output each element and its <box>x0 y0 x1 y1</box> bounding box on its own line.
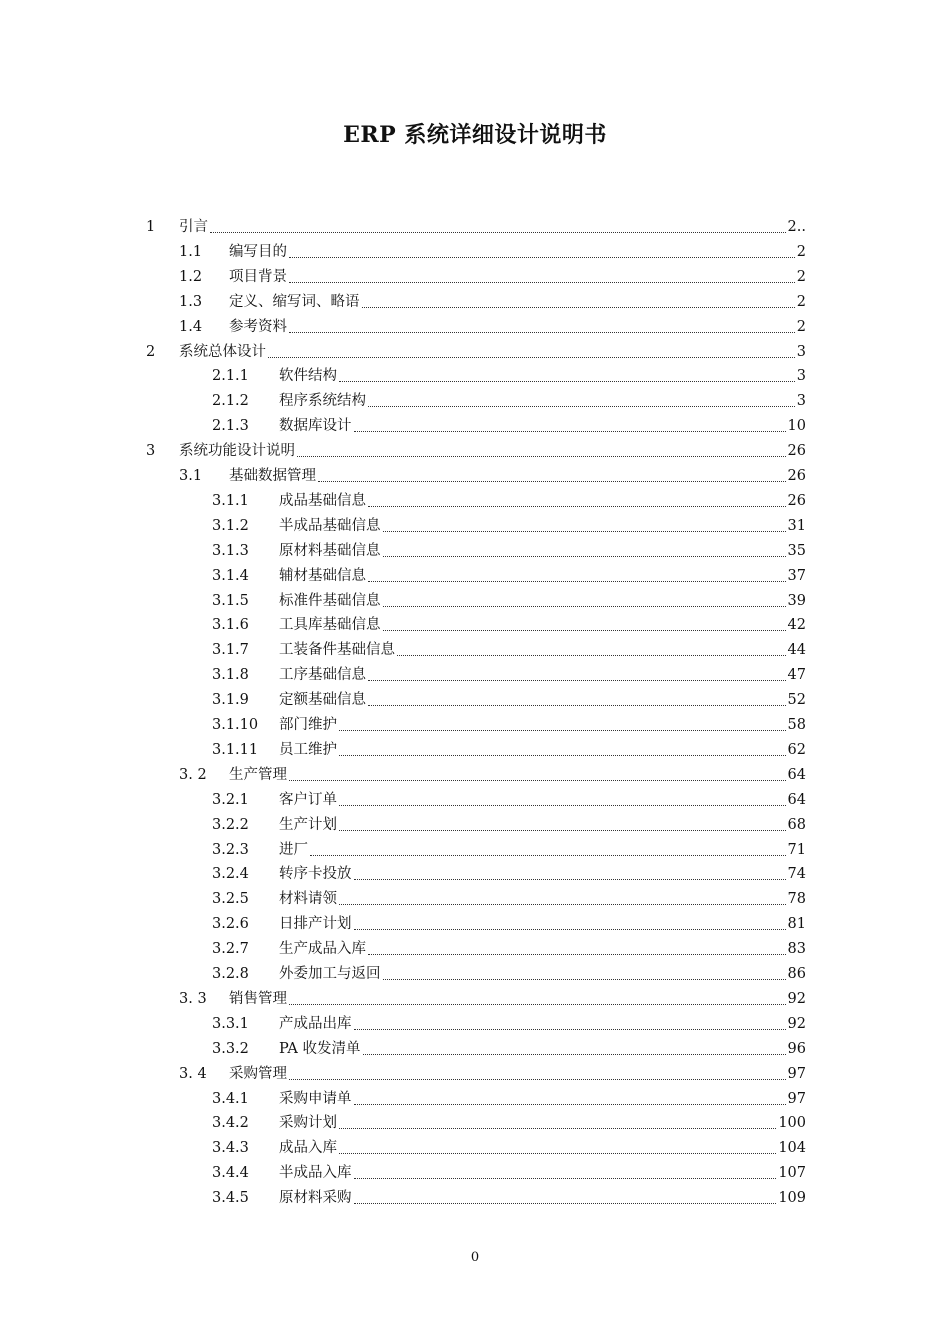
toc-entry-page: 64 <box>787 766 806 783</box>
toc-entry-number: 3.4.5 <box>212 1190 249 1207</box>
dot-leader <box>268 357 795 358</box>
toc-entry-number: 3.2.5 <box>212 891 249 908</box>
toc-entry-number: 3.1.1 <box>212 492 249 509</box>
page-number: 0 <box>470 1250 480 1265</box>
toc-entry-label: 日排产计划 <box>279 916 352 933</box>
toc-entry-label: 成品入库 <box>279 1140 337 1157</box>
dot-leader <box>363 1054 786 1055</box>
toc-entry-page: 26 <box>787 443 806 460</box>
toc-entry-label: 项目背景 <box>229 268 287 285</box>
toc-entry[interactable] <box>212 1112 806 1134</box>
toc-entry[interactable] <box>212 565 806 587</box>
toc-entry-number: 2.1.3 <box>212 418 249 435</box>
toc-entry-label: 编写目的 <box>229 243 287 260</box>
toc-entry-label: 原材料采购 <box>279 1190 352 1207</box>
toc-entry-label: 产成品出库 <box>279 1015 352 1032</box>
toc-entry[interactable] <box>212 1038 806 1060</box>
dot-leader <box>339 805 786 806</box>
toc-entry-label: 客户订单 <box>279 791 337 808</box>
toc-entry-number: 3.2.8 <box>212 966 249 982</box>
toc-entry-number: 3.4.3 <box>212 1140 249 1157</box>
toc-entry-label: 定额基础信息 <box>279 692 366 709</box>
toc-entry-page: 64 <box>787 791 806 808</box>
toc-entry-label: 原材料基础信息 <box>279 542 381 559</box>
toc-entry-page: 71 <box>787 841 806 858</box>
toc-entry-number: 2.1.1 <box>212 368 249 385</box>
dot-leader <box>354 431 786 432</box>
toc-entry-page: 26 <box>787 492 806 509</box>
toc-entry[interactable] <box>212 515 806 537</box>
toc-entry-label: 引言 <box>179 219 208 235</box>
toc-entry-page: 96 <box>787 1040 806 1057</box>
toc-entry-page: 104 <box>778 1140 806 1157</box>
toc-entry[interactable] <box>212 739 806 761</box>
dot-leader <box>289 780 786 781</box>
toc-entry[interactable] <box>212 664 806 686</box>
toc-entry-page: 78 <box>787 891 806 908</box>
dot-leader <box>339 904 786 905</box>
toc-entry-number: 3.1.4 <box>212 567 249 584</box>
toc-entry-number: 3.4.1 <box>212 1090 249 1107</box>
dot-leader <box>289 1079 786 1080</box>
toc-entry[interactable] <box>179 1063 806 1085</box>
toc-entry-page: 44 <box>787 642 806 659</box>
toc-entry[interactable] <box>179 291 806 313</box>
toc-entry-label: 数据库设计 <box>279 418 352 435</box>
toc-entry[interactable] <box>179 988 806 1010</box>
dot-leader <box>383 531 786 532</box>
toc-entry[interactable] <box>212 614 806 636</box>
dot-leader <box>354 1029 786 1030</box>
dot-leader <box>289 257 795 258</box>
toc-entry-page: 83 <box>787 941 806 958</box>
dot-leader <box>297 456 786 457</box>
toc-entry-label: 采购计划 <box>279 1115 337 1132</box>
toc-entry-label: 外委加工与返回 <box>279 966 381 982</box>
toc-entry-page: 107 <box>778 1165 806 1182</box>
toc-entry-number: 3 <box>146 443 156 460</box>
toc-entry-page: 3 <box>796 343 806 360</box>
toc-entry[interactable] <box>179 241 806 263</box>
toc-entry[interactable] <box>179 316 806 338</box>
dot-leader <box>362 307 795 308</box>
toc-entry-number: 3.3.2 <box>212 1040 249 1057</box>
toc-entry-page: 10 <box>787 418 806 435</box>
toc-entry-label: 部门维护 <box>279 717 337 733</box>
toc-entry-page: 97 <box>787 1065 806 1082</box>
toc-entry-label: 转序卡投放 <box>279 866 352 883</box>
toc-entry-page: 52 <box>787 692 806 709</box>
toc-entry-number: 1.4 <box>179 318 203 335</box>
toc-entry[interactable] <box>212 365 806 387</box>
dot-leader <box>339 755 786 756</box>
toc-entry[interactable] <box>212 1088 806 1110</box>
toc-entry[interactable] <box>212 714 806 736</box>
toc-entry-label: 生产计划 <box>279 816 337 833</box>
toc-entry[interactable] <box>212 913 806 935</box>
dot-leader <box>289 282 795 283</box>
toc-entry-label: 程序系统结构 <box>279 393 366 410</box>
toc-entry-number: 3. 3 <box>179 990 207 1007</box>
dot-leader <box>368 680 786 681</box>
toc-entry-label: PA 收发清单 <box>279 1040 361 1057</box>
toc-entry[interactable] <box>179 266 806 288</box>
toc-entry-page: 3 <box>796 393 806 410</box>
dot-leader <box>354 1178 777 1179</box>
toc-entry-page: 39 <box>787 592 806 609</box>
toc-entry[interactable] <box>212 963 806 985</box>
toc-entry-page: 86 <box>787 966 806 982</box>
toc-entry-page: 97 <box>787 1090 806 1107</box>
toc-entry[interactable] <box>212 938 806 960</box>
toc-entry-number: 3. 2 <box>179 766 207 783</box>
toc-entry-page: 31 <box>787 517 806 534</box>
toc-entry-label: 销售管理 <box>229 990 287 1007</box>
dot-leader <box>339 830 786 831</box>
dot-leader <box>368 581 786 582</box>
toc-entry[interactable] <box>179 465 806 487</box>
toc-entry-number: 3.3.1 <box>212 1015 249 1032</box>
toc-entry-label: 生产成品入库 <box>279 941 366 958</box>
toc-entry-page: 92 <box>787 990 806 1007</box>
toc-entry-label: 生产管理 <box>229 766 287 783</box>
dot-leader <box>368 406 795 407</box>
toc-entry-label: 辅材基础信息 <box>279 567 366 584</box>
dot-leader <box>383 606 786 607</box>
toc-entry-number: 3.2.1 <box>212 791 249 808</box>
toc-entry-page: 92 <box>787 1015 806 1032</box>
toc-entry-number: 1.2 <box>179 268 203 285</box>
toc-entry[interactable] <box>146 440 806 462</box>
toc-entry[interactable] <box>212 888 806 910</box>
toc-entry-page: 26 <box>787 468 806 484</box>
toc-entry[interactable] <box>212 390 806 412</box>
toc-entry-number: 1 <box>146 219 156 235</box>
toc-entry-number: 3.2.7 <box>212 941 249 958</box>
toc-entry-number: 3.1.8 <box>212 667 249 684</box>
toc-entry-label: 工具库基础信息 <box>279 617 381 634</box>
toc-entry-number: 3.1.2 <box>212 517 249 534</box>
toc-entry-page: 2 <box>796 268 806 285</box>
dot-leader <box>354 929 786 930</box>
toc-entry[interactable] <box>179 764 806 786</box>
toc-entry[interactable] <box>212 490 806 512</box>
toc-entry-number: 3.2.2 <box>212 816 249 833</box>
dot-leader <box>354 879 786 880</box>
toc-entry-page: 2 <box>796 293 806 310</box>
toc-entry[interactable] <box>212 839 806 861</box>
dot-leader <box>310 855 786 856</box>
toc-entry-label: 员工维护 <box>279 741 337 758</box>
toc-entry-label: 材料请领 <box>279 891 337 908</box>
toc-entry-number: 3.1 <box>179 468 203 484</box>
toc-entry-label: 参考资料 <box>229 318 287 335</box>
toc-entry-label: 半成品基础信息 <box>279 517 381 534</box>
toc-entry-label: 系统功能设计说明 <box>179 443 295 460</box>
toc-entry[interactable] <box>212 639 806 661</box>
toc-entry-page: 109 <box>778 1190 806 1207</box>
toc-entry[interactable] <box>212 1187 806 1209</box>
dot-leader <box>383 556 786 557</box>
toc-entry-number: 3.4.2 <box>212 1115 249 1132</box>
toc-entry-label: 基础数据管理 <box>229 468 316 484</box>
dot-leader <box>339 1153 776 1154</box>
dot-leader <box>289 332 795 333</box>
toc-entry-label: 采购管理 <box>229 1065 287 1082</box>
toc-entry-label: 标准件基础信息 <box>279 592 381 609</box>
toc-entry-number: 1.3 <box>179 293 203 310</box>
dot-leader <box>289 1004 786 1005</box>
dot-leader <box>354 1203 777 1204</box>
toc-entry-number: 3.4.4 <box>212 1165 249 1182</box>
dot-leader <box>339 1128 776 1129</box>
toc-entry-number: 3.2.3 <box>212 841 249 858</box>
toc-entry[interactable] <box>212 814 806 836</box>
dot-leader <box>339 730 786 731</box>
dot-leader <box>368 506 786 507</box>
toc-entry[interactable] <box>212 540 806 562</box>
toc-entry-number: 2 <box>146 343 156 360</box>
toc-entry-number: 3.1.6 <box>212 617 249 634</box>
toc-entry-label: 半成品入库 <box>279 1165 352 1182</box>
toc-entry[interactable] <box>212 863 806 885</box>
dot-leader <box>397 655 786 656</box>
toc-entry-page: 47 <box>787 667 806 684</box>
toc-entry[interactable] <box>212 415 806 437</box>
toc-entry-page: 74 <box>787 866 806 883</box>
toc-entry-page: 68 <box>787 816 806 833</box>
dot-leader <box>383 979 786 980</box>
toc-entry[interactable] <box>212 1162 806 1184</box>
dot-leader <box>368 954 786 955</box>
dot-leader <box>210 232 786 233</box>
dot-leader <box>354 1104 786 1105</box>
toc-entry-page: 58 <box>787 717 806 733</box>
toc-entry-page: 100 <box>778 1115 806 1132</box>
toc-entry-number: 3. 4 <box>179 1065 207 1082</box>
toc-entry[interactable] <box>212 789 806 811</box>
toc-entry-label: 进厂 <box>279 841 308 858</box>
toc-entry-page: 2 <box>796 318 806 335</box>
toc-entry-number: 3.1.7 <box>212 642 249 659</box>
toc-entry-label: 成品基础信息 <box>279 492 366 509</box>
toc-entry-page: 37 <box>787 567 806 584</box>
toc-entry[interactable] <box>212 590 806 612</box>
toc-entry-label: 采购申请单 <box>279 1090 352 1107</box>
toc-entry-page: 81 <box>787 916 806 933</box>
toc-entry[interactable] <box>212 689 806 711</box>
dot-leader <box>383 630 786 631</box>
toc-entry-label: 软件结构 <box>279 368 337 385</box>
dot-leader <box>318 481 786 482</box>
toc-entry[interactable] <box>146 341 806 363</box>
toc-entry-page: 42 <box>787 617 806 634</box>
toc-entry-number: 3.2.4 <box>212 866 249 883</box>
dot-leader <box>368 705 786 706</box>
toc-entry-number: 1.1 <box>179 243 203 260</box>
toc-entry[interactable] <box>212 1013 806 1035</box>
toc-entry-number: 3.1.10 <box>212 717 259 733</box>
toc-entry-page: 35 <box>787 542 806 559</box>
toc-entry-number: 3.1.11 <box>212 741 259 758</box>
toc-entry-label: 定义、缩写词、略语 <box>229 293 360 310</box>
toc-entry-label: 工装备件基础信息 <box>279 642 395 659</box>
toc-entry-page: 2 <box>796 243 806 260</box>
dot-leader <box>339 381 795 382</box>
toc-entry-page: 2.. <box>787 219 806 235</box>
toc-entry-number: 3.1.5 <box>212 592 249 609</box>
toc-entry[interactable] <box>146 216 806 238</box>
toc-entry-number: 3.2.6 <box>212 916 249 933</box>
toc-entry-page: 3 <box>796 368 806 385</box>
toc-entry-label: 系统总体设计 <box>179 343 266 360</box>
toc-entry-number: 3.1.9 <box>212 692 249 709</box>
toc-entry-number: 3.1.3 <box>212 542 249 559</box>
toc-entry-number: 2.1.2 <box>212 393 249 410</box>
document-title: ERP 系统详细设计说明书 <box>343 122 607 148</box>
toc-entry-page: 62 <box>787 741 806 758</box>
toc-entry[interactable] <box>212 1137 806 1159</box>
toc-entry-label: 工序基础信息 <box>279 667 366 684</box>
